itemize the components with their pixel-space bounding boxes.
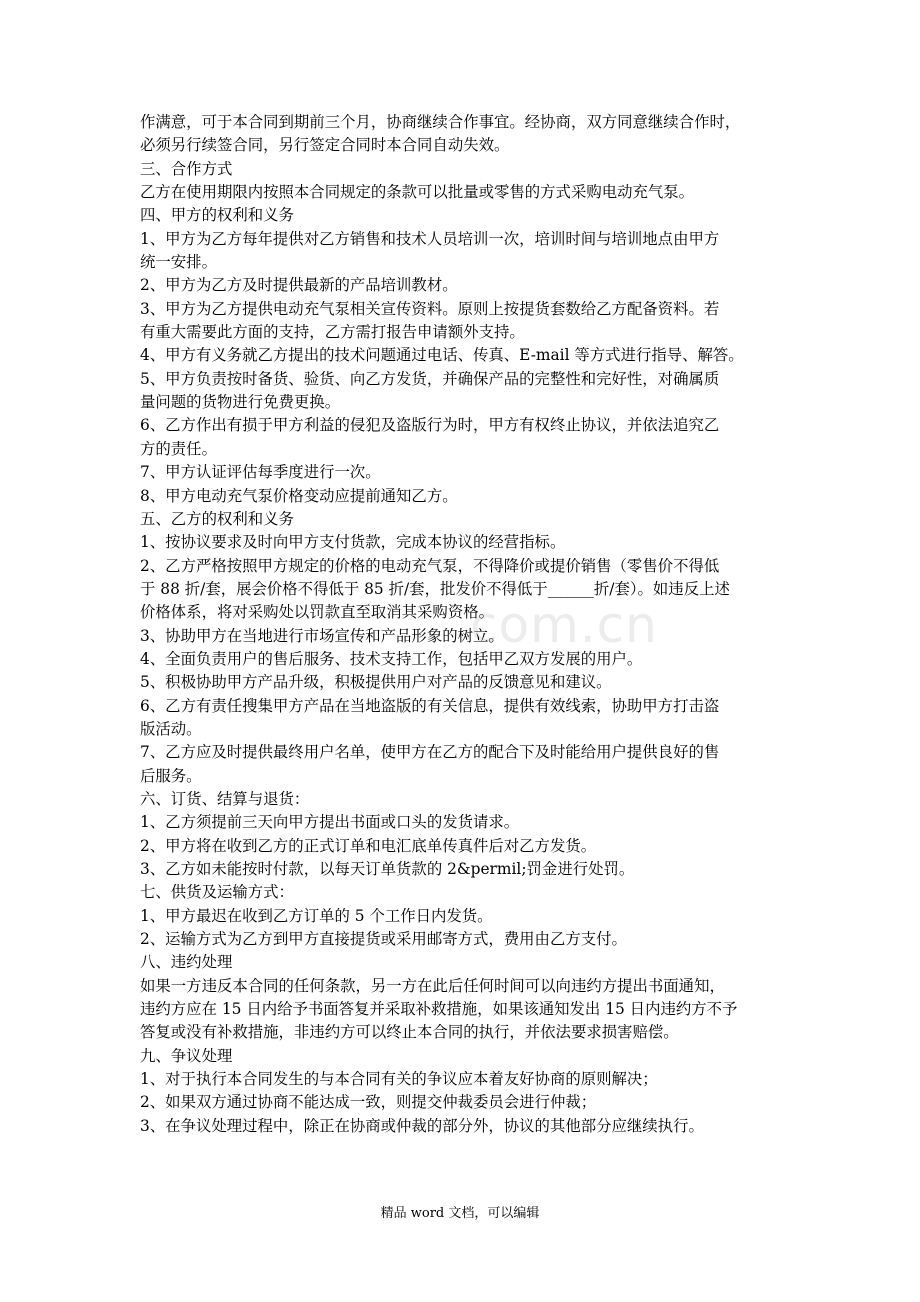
text-line: 必须另行续签合同，另行签定合同时本合同自动失效。 [140,136,510,155]
text-line: 版活动。 [140,719,202,738]
text-line: 如果一方违反本合同的任何条款，另一方在此后任何时间可以向违约方提出书面通知， [140,976,725,995]
text-line: 3、在争议处理过程中，除正在协商或仲裁的部分外，协议的其他部分应继续执行。 [140,1116,704,1135]
text-line: 2、乙方严格按照甲方规定的价格的电动充气泵，不得降价或提价销售（零售价不得低 [140,556,720,575]
contract-body [140,111,790,1138]
text-line: 2、甲方为乙方及时提供最新的产品培训教材。 [140,276,458,295]
text-line: 6、乙方有责任搜集甲方产品在当地盗版的有关信息，提供有效线索，协助甲方打击盗 [140,696,720,715]
text-line: 有重大需要此方面的支持，乙方需打报告申请额外支持。 [140,323,525,342]
text-line: 乙方在使用期限内按照本合同规定的条款可以批量或零售的方式采购电动充气泵。 [140,183,695,202]
text-line: 2、甲方将在收到乙方的正式订单和电汇底单传真件后对乙方发货。 [140,836,597,855]
text-line: 1、乙方须提前三天向甲方提出书面或口头的发货请求。 [140,813,520,832]
text-line: 3、甲方为乙方提供电动充气泵相关宣传资料。原则上按提货套数给乙方配备资料。若 [140,299,720,318]
text-line: 答复或没有补救措施，非违约方可以终止本合同的执行，并依法要求损害赔偿。 [140,1023,679,1042]
text-line: 6、乙方作出有损于甲方利益的侵犯及盗版行为时，甲方有权终止协议，并依法追究乙 [140,416,720,435]
text-line: 统一安排。 [140,253,217,272]
text-line: 1、对于执行本合同发生的与本合同有关的争议应本着友好协商的原则解决； [140,1070,658,1089]
text-line: 4、全面负责用户的售后服务、技术支持工作，包括甲乙双方发展的用户。 [140,649,643,668]
text-line: 方的责任。 [140,439,217,458]
section-heading: 五、乙方的权利和义务 [140,509,294,528]
text-line: 1、按协议要求及时向甲方支付货款，完成本协议的经营指标。 [140,533,566,552]
text-line: 3、协助甲方在当地进行市场宣传和产品形象的树立。 [140,626,504,645]
text-line: 于 88 折/套，展会价格不得低于 85 折/套，批发价不得低于______折/套）。如违反上述 [140,579,730,598]
text-line: 1、甲方最迟在收到乙方订单的 5 个工作日内发货。 [140,906,493,925]
text-line: 5、甲方负责按时备货、验货、向乙方发货，并确保产品的完整性和完好性，对确属质 [140,369,720,388]
section-heading: 七、供货及运输方式： [140,883,294,902]
text-line: 2、如果双方通过协商不能达成一致，则提交仲裁委员会进行仲裁； [140,1093,597,1112]
text-line: 后服务。 [140,766,202,785]
text-line: 作满意，可于本合同到期前三个月，协商继续合作事宜。经协商，双方同意继续合作时， [140,113,741,131]
text-line: 8、甲方电动充气泵价格变动应提前通知乙方。 [140,486,458,505]
section-heading: 四、甲方的权利和义务 [140,206,294,225]
text-line: 2、运输方式为乙方到甲方直接提货或采用邮寄方式，费用由乙方支付。 [140,930,627,949]
section-heading: 八、违约处理 [140,953,233,972]
section-heading: 三、合作方式 [140,159,233,178]
text-line: 价格体系，将对采购处以罚款直至取消其采购资格。 [140,603,494,622]
text-line: 量问题的货物进行免费更换。 [140,393,341,412]
section-heading: 九、争议处理 [140,1046,233,1065]
section-heading: 六、订货、结算与退货： [140,789,310,808]
text-line: 违约方应在 15 日内给予书面答复并采取补救措施，如果该通知发出 15 日内违约方不予 [140,1000,738,1019]
text-line: 7、甲方认证评估每季度进行一次。 [140,463,381,482]
watermark: com.cn [470,596,658,654]
page-footer: 精品 word 文档，可以编辑 [380,1206,540,1221]
text-line: 4、甲方有义务就乙方提出的技术问题通过电话、传真、E-mail 等方式进行指导、解答。 [140,346,744,365]
text-line: 7、乙方应及时提供最终用户名单，使甲方在乙方的配合下及时能给用户提供良好的售 [140,743,720,762]
text-line: 3、乙方如未能按时付款，以每天订单货款的 2&permil;罚金进行处罚。 [140,860,635,878]
text-line: 5、积极协助甲方产品升级，积极提供用户对产品的反馈意见和建议。 [140,673,612,692]
text-line: 1、甲方为乙方每年提供对乙方销售和技术人员培训一次，培训时间与培训地点由甲方 [140,229,720,248]
